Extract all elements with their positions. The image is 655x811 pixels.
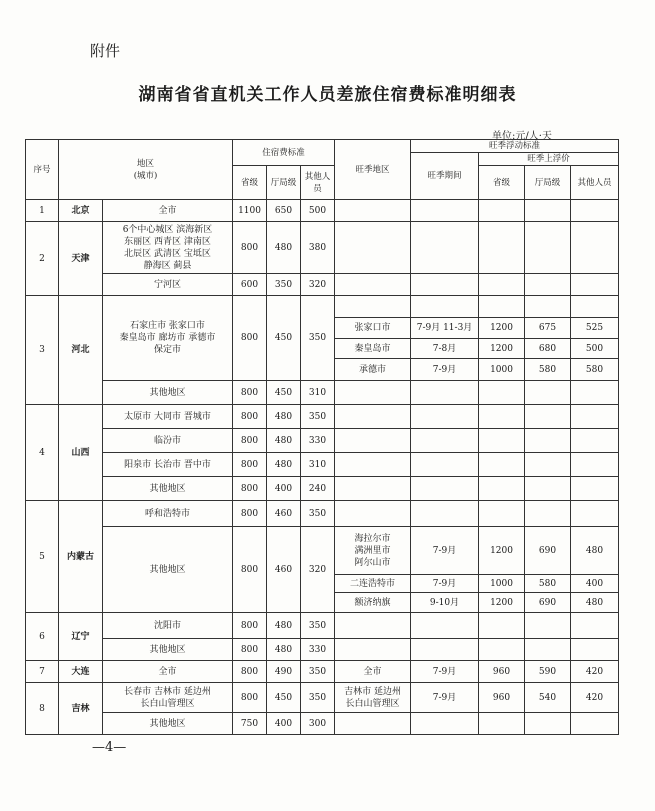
city: 全市 [103, 200, 233, 222]
peak-others: 500 [571, 339, 619, 359]
page-title: 湖南省省直机关工作人员差旅住宿费标准明细表 [138, 85, 517, 105]
lodging-standards-table [25, 139, 619, 735]
peak-bureau: 675 [525, 318, 571, 339]
page-number: —4— [92, 740, 127, 755]
peak-bureau: 690 [525, 593, 571, 613]
peak-region: 承德市 [335, 359, 411, 381]
city: 其他地区 [103, 381, 233, 405]
peak-others: 420 [571, 661, 619, 683]
header-region: 地区 (城市) [59, 140, 233, 200]
table-row [26, 405, 619, 429]
table-row [26, 274, 619, 296]
row-number: 2 [26, 222, 59, 296]
rate-provincial: 800 [233, 453, 267, 477]
peak-region: 二连浩特市 [335, 575, 411, 593]
rate-bureau: 490 [267, 661, 301, 683]
table-row [26, 639, 619, 661]
peak-others: 400 [571, 575, 619, 593]
city: 宁河区 [103, 274, 233, 296]
table-row [26, 477, 619, 501]
peak-others: 580 [571, 359, 619, 381]
peak-provincial: 960 [479, 683, 525, 713]
rate-bureau: 480 [267, 222, 301, 274]
peak-provincial: 1200 [479, 318, 525, 339]
province: 内蒙古 [59, 501, 103, 613]
rate-bureau: 480 [267, 405, 301, 429]
rate-provincial: 600 [233, 274, 267, 296]
rate-provincial: 800 [233, 683, 267, 713]
rate-others: 350 [301, 405, 335, 429]
peak-bureau: 690 [525, 527, 571, 575]
header-provincial: 省级 [233, 166, 267, 200]
peak-provincial: 960 [479, 661, 525, 683]
peak-period: 9-10月 [411, 593, 479, 613]
peak-period: 7-9月 11-3月 [411, 318, 479, 339]
header-peak-region: 旺季地区 [335, 140, 411, 200]
header-bureau: 厅局级 [267, 166, 301, 200]
peak-bureau: 590 [525, 661, 571, 683]
rate-provincial: 800 [233, 639, 267, 661]
city: 呼和浩特市 [103, 501, 233, 527]
header-provincial-peak: 省级 [479, 166, 525, 200]
province: 吉林 [59, 683, 103, 735]
rate-bureau: 450 [267, 683, 301, 713]
row-number: 3 [26, 296, 59, 405]
rate-provincial: 800 [233, 429, 267, 453]
table-row [26, 222, 619, 274]
peak-region: 张家口市 [335, 318, 411, 339]
peak-region: 海拉尔市 满洲里市 阿尔山市 [335, 527, 411, 575]
rate-others: 240 [301, 477, 335, 501]
header-peak-float: 旺季浮动标准 [411, 140, 619, 153]
header-row [26, 140, 619, 153]
peak-others: 420 [571, 683, 619, 713]
peak-provincial: 1200 [479, 593, 525, 613]
peak-period: 7-9月 [411, 683, 479, 713]
row-number: 7 [26, 661, 59, 683]
rate-others: 350 [301, 296, 335, 381]
header-others-peak: 其他人员 [571, 166, 619, 200]
province: 大连 [59, 661, 103, 683]
peak-period: 7-9月 [411, 359, 479, 381]
unit-label: 单位:元/人·天 [492, 131, 552, 142]
rate-others: 310 [301, 381, 335, 405]
rate-bureau: 350 [267, 274, 301, 296]
rate-others: 350 [301, 661, 335, 683]
table-row [26, 429, 619, 453]
rate-bureau: 400 [267, 477, 301, 501]
table-row [26, 453, 619, 477]
peak-provincial: 1000 [479, 575, 525, 593]
city: 其他地区 [103, 639, 233, 661]
rate-others: 350 [301, 683, 335, 713]
table-row [26, 200, 619, 222]
rate-others: 350 [301, 613, 335, 639]
rate-others: 380 [301, 222, 335, 274]
rate-bureau: 480 [267, 453, 301, 477]
rate-others: 330 [301, 429, 335, 453]
table-row [26, 661, 619, 683]
row-number: 8 [26, 683, 59, 735]
peak-region: 吉林市 延边州 长白山管理区 [335, 683, 411, 713]
province: 天津 [59, 222, 103, 296]
rate-provincial: 800 [233, 381, 267, 405]
city: 临汾市 [103, 429, 233, 453]
rate-provincial: 1100 [233, 200, 267, 222]
peak-others: 480 [571, 527, 619, 575]
rate-others: 300 [301, 713, 335, 735]
rate-bureau: 650 [267, 200, 301, 222]
province: 辽宁 [59, 613, 103, 661]
peak-bureau: 580 [525, 575, 571, 593]
peak-bureau: 540 [525, 683, 571, 713]
rate-bureau: 480 [267, 639, 301, 661]
table-row [26, 381, 619, 405]
city: 全市 [103, 661, 233, 683]
rate-provincial: 800 [233, 613, 267, 639]
rate-others: 310 [301, 453, 335, 477]
peak-bureau: 680 [525, 339, 571, 359]
peak-period: 7-8月 [411, 339, 479, 359]
table-row [26, 501, 619, 527]
rate-provincial: 800 [233, 501, 267, 527]
header-others: 其他人员 [301, 166, 335, 200]
peak-others: 525 [571, 318, 619, 339]
row-number: 1 [26, 200, 59, 222]
city: 石家庄市 张家口市 秦皇岛市 廊坊市 承德市 保定市 [103, 296, 233, 381]
rate-others: 320 [301, 527, 335, 613]
table-row [26, 296, 619, 318]
table-row [26, 683, 619, 713]
rate-others: 320 [301, 274, 335, 296]
province: 山西 [59, 405, 103, 501]
province: 北京 [59, 200, 103, 222]
peak-others: 480 [571, 593, 619, 613]
header-peak-period: 旺季期间 [411, 153, 479, 200]
attachment-label: 附件 [90, 42, 121, 60]
rate-provincial: 800 [233, 661, 267, 683]
header-seq: 序号 [26, 140, 59, 200]
city: 沈阳市 [103, 613, 233, 639]
rate-provincial: 800 [233, 222, 267, 274]
header-bureau-peak: 厅局级 [525, 166, 571, 200]
province: 河北 [59, 296, 103, 405]
peak-period: 7-9月 [411, 527, 479, 575]
rate-bureau: 400 [267, 713, 301, 735]
row-number: 6 [26, 613, 59, 661]
city: 阳泉市 长治市 晋中市 [103, 453, 233, 477]
peak-period: 7-9月 [411, 575, 479, 593]
city: 长春市 吉林市 延边州 长白山管理区 [103, 683, 233, 713]
city: 其他地区 [103, 713, 233, 735]
table-row [26, 527, 619, 564]
rate-provincial: 800 [233, 477, 267, 501]
table-row [26, 613, 619, 639]
city: 其他地区 [103, 527, 233, 613]
rate-bureau: 460 [267, 501, 301, 527]
city: 太原市 大同市 晋城市 [103, 405, 233, 429]
peak-provincial: 1000 [479, 359, 525, 381]
rate-provincial: 800 [233, 296, 267, 381]
peak-bureau: 580 [525, 359, 571, 381]
rate-others: 500 [301, 200, 335, 222]
row-number: 5 [26, 501, 59, 613]
rate-bureau: 460 [267, 527, 301, 613]
city: 6个中心城区 滨海新区 东丽区 西青区 津南区 北辰区 武清区 宝坻区 静海区 蓟县 [103, 222, 233, 274]
rate-provincial: 800 [233, 527, 267, 613]
rate-provincial: 800 [233, 405, 267, 429]
city: 其他地区 [103, 477, 233, 501]
peak-region: 额济纳旗 [335, 593, 411, 613]
rate-bureau: 480 [267, 429, 301, 453]
rate-provincial: 750 [233, 713, 267, 735]
rate-bureau: 450 [267, 381, 301, 405]
peak-period: 7-9月 [411, 661, 479, 683]
table-row [26, 713, 619, 735]
rate-others: 350 [301, 501, 335, 527]
peak-region: 全市 [335, 661, 411, 683]
rate-bureau: 450 [267, 296, 301, 381]
header-peak-upper: 旺季上浮价 [479, 153, 619, 166]
peak-provincial: 1200 [479, 339, 525, 359]
row-number: 4 [26, 405, 59, 501]
peak-provincial: 1200 [479, 527, 525, 575]
header-lodging: 住宿费标准 [233, 140, 335, 166]
rate-bureau: 480 [267, 613, 301, 639]
peak-region: 秦皇岛市 [335, 339, 411, 359]
rate-others: 330 [301, 639, 335, 661]
